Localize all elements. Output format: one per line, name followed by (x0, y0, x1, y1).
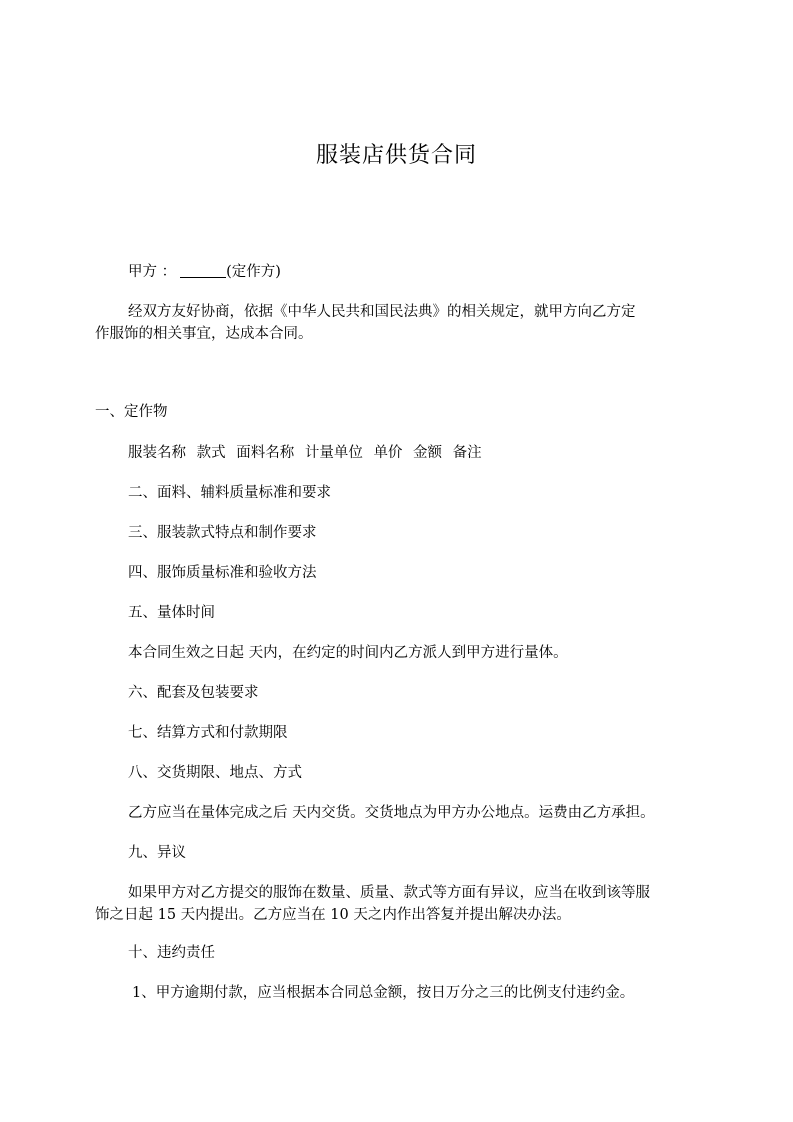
header-garment-name: 服装名称 (128, 445, 186, 461)
section-5-heading: 五、量体时间 (128, 605, 215, 621)
section-5-text: 本合同生效之日起 天内，在约定的时间内乙方派人到甲方进行量体。 (128, 645, 568, 661)
section-7-heading: 七、结算方式和付款期限 (128, 725, 288, 741)
section-10-item-1: 1、甲方逾期付款，应当根据本合同总金额，按日万分之三的比例支付违约金。 (132, 985, 635, 1001)
header-amount: 金额 (413, 445, 443, 461)
page-title: 服装店供货合同 (315, 143, 477, 168)
section-6-heading: 六、配套及包装要求 (128, 685, 259, 701)
section-8-heading: 八、交货期限、地点、方式 (128, 765, 302, 781)
section-2-heading: 二、面料、辅料质量标准和要求 (128, 485, 331, 501)
header-remarks: 备注 (452, 445, 482, 461)
header-unit-price: 单价 (373, 445, 403, 461)
party-a-blank (180, 263, 226, 278)
party-a-label: 甲方 ： (128, 264, 177, 280)
section-9-text-line-2: 饰之日起 15 天内提出。乙方应当在 10 天之内作出答复并提出解决办法。 (95, 907, 571, 923)
section-1-heading: 一、定作物 (95, 404, 168, 420)
party-a-role: (定作方) (226, 264, 281, 280)
section-9-text-line-1: 如果甲方对乙方提交的服饰在数量、质量、款式等方面有异议，应当在收到该等服 (128, 885, 650, 901)
section-8-text: 乙方应当在量体完成之后 天内交货。交货地点为甲方办公地点。运费由乙方承担。 (128, 805, 655, 821)
header-fabric-name: 面料名称 (236, 445, 295, 461)
section-3-heading: 三、服装款式特点和制作要求 (128, 525, 317, 541)
item-table-header-row (128, 443, 482, 463)
intro-line-2: 作服饰的相关事宜，达成本合同。 (95, 326, 313, 342)
header-style: 款式 (196, 445, 226, 461)
intro-line-1: 经双方友好协商，依据《中华人民共和国民法典》的相关规定，就甲方向乙方定 (128, 304, 636, 320)
section-10-heading: 十、违约责任 (128, 945, 215, 961)
party-a-line (128, 262, 281, 282)
section-4-heading: 四、服饰质量标准和验收方法 (128, 565, 317, 581)
header-unit: 计量单位 (304, 445, 363, 461)
section-9-heading: 九、异议 (128, 845, 186, 861)
